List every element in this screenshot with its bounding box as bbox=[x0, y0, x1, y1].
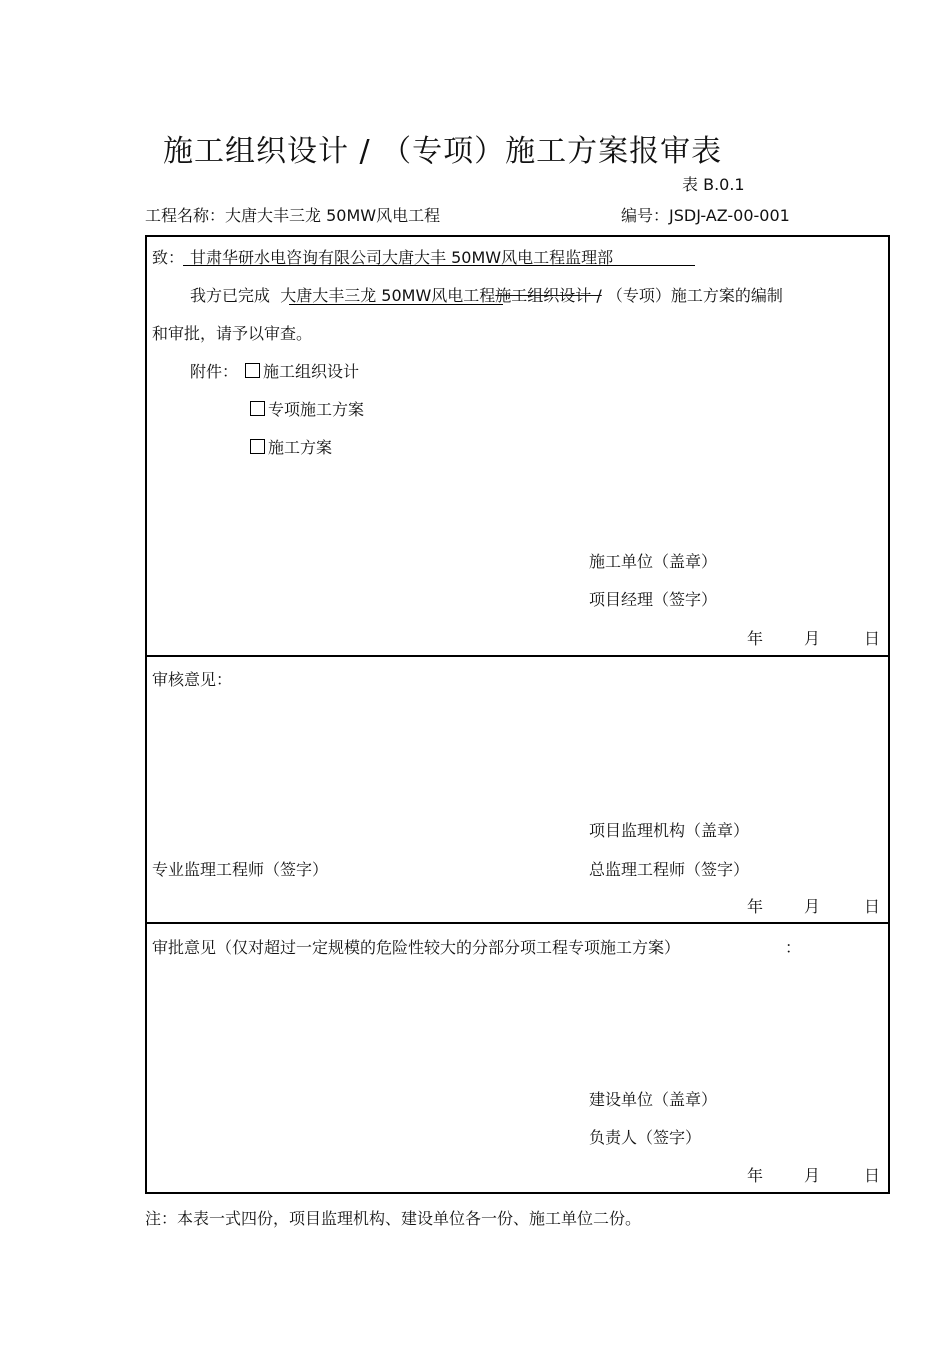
chief-engineer-sign: 总监理工程师（签字） bbox=[589, 860, 750, 879]
attachment-item-2[interactable] bbox=[250, 397, 364, 420]
date-day: 日 bbox=[864, 1166, 881, 1185]
completion-statement bbox=[190, 283, 783, 306]
review-opinion-label: 审核意见： bbox=[152, 670, 233, 689]
attachment-label: 附件： bbox=[190, 362, 239, 381]
to-recipient: 甘肃华研水电咨询有限公司大唐大丰 50MW风电工程监理部 bbox=[190, 248, 614, 267]
project-underline bbox=[289, 304, 503, 305]
date-year: 年 bbox=[747, 629, 764, 648]
date-year: 年 bbox=[747, 897, 764, 916]
date-month: 月 bbox=[804, 629, 821, 648]
form-title: 施工组织设计 / （专项）施工方案报审表 bbox=[163, 134, 723, 169]
attachment-item-label: 施工方案 bbox=[268, 438, 333, 457]
date-day: 日 bbox=[864, 897, 881, 916]
date-day: 日 bbox=[864, 629, 881, 648]
statement-struck-option: 施工组织设计 / bbox=[495, 286, 602, 305]
statement-suffix: （专项）施工方案的编制 bbox=[606, 286, 783, 305]
to-label: 致： bbox=[152, 248, 185, 267]
statement-line-2: 和审批，请予以审查。 bbox=[152, 324, 313, 343]
attachment-item-label: 施工组织设计 bbox=[263, 362, 360, 381]
date-month: 月 bbox=[804, 1166, 821, 1185]
attachment-item-3[interactable] bbox=[250, 435, 332, 458]
approval-opinion-label: 审批意见（仅对超过一定规模的危险性较大的分部分项工程专项施工方案） bbox=[152, 938, 681, 957]
statement-project: 大唐大丰三龙 50MW风电工程 bbox=[280, 286, 496, 305]
table-number: 表 B.0.1 bbox=[682, 175, 745, 194]
construction-unit-seal: 施工单位（盖章） bbox=[589, 552, 718, 571]
checkbox[interactable] bbox=[250, 401, 265, 416]
checkbox[interactable] bbox=[245, 363, 260, 378]
section-divider-2 bbox=[145, 922, 890, 924]
responsible-person-sign: 负责人（签字） bbox=[589, 1128, 702, 1147]
statement-prefix: 我方已完成 bbox=[190, 286, 271, 305]
serial-number: 编号：JSDJ-AZ-00-001 bbox=[621, 206, 790, 225]
project-name: 工程名称：大唐大丰三龙 50MW风电工程 bbox=[145, 206, 441, 225]
project-manager-sign: 项目经理（签字） bbox=[589, 590, 718, 609]
attachment-item-1[interactable] bbox=[245, 359, 359, 382]
supervision-org-seal: 项目监理机构（盖章） bbox=[589, 821, 750, 840]
owner-unit-seal: 建设单位（盖章） bbox=[589, 1090, 718, 1109]
specialist-engineer-sign: 专业监理工程师（签字） bbox=[152, 860, 329, 879]
footer-note: 注：本表一式四份，项目监理机构、建设单位各一份、施工单位二份。 bbox=[145, 1209, 642, 1228]
section-divider-1 bbox=[145, 655, 890, 657]
checkbox[interactable] bbox=[250, 439, 265, 454]
approval-colon: ： bbox=[785, 938, 802, 957]
date-month: 月 bbox=[804, 897, 821, 916]
date-year: 年 bbox=[747, 1166, 764, 1185]
recipient-underline bbox=[183, 265, 695, 266]
attachment-item-label: 专项施工方案 bbox=[268, 400, 365, 419]
